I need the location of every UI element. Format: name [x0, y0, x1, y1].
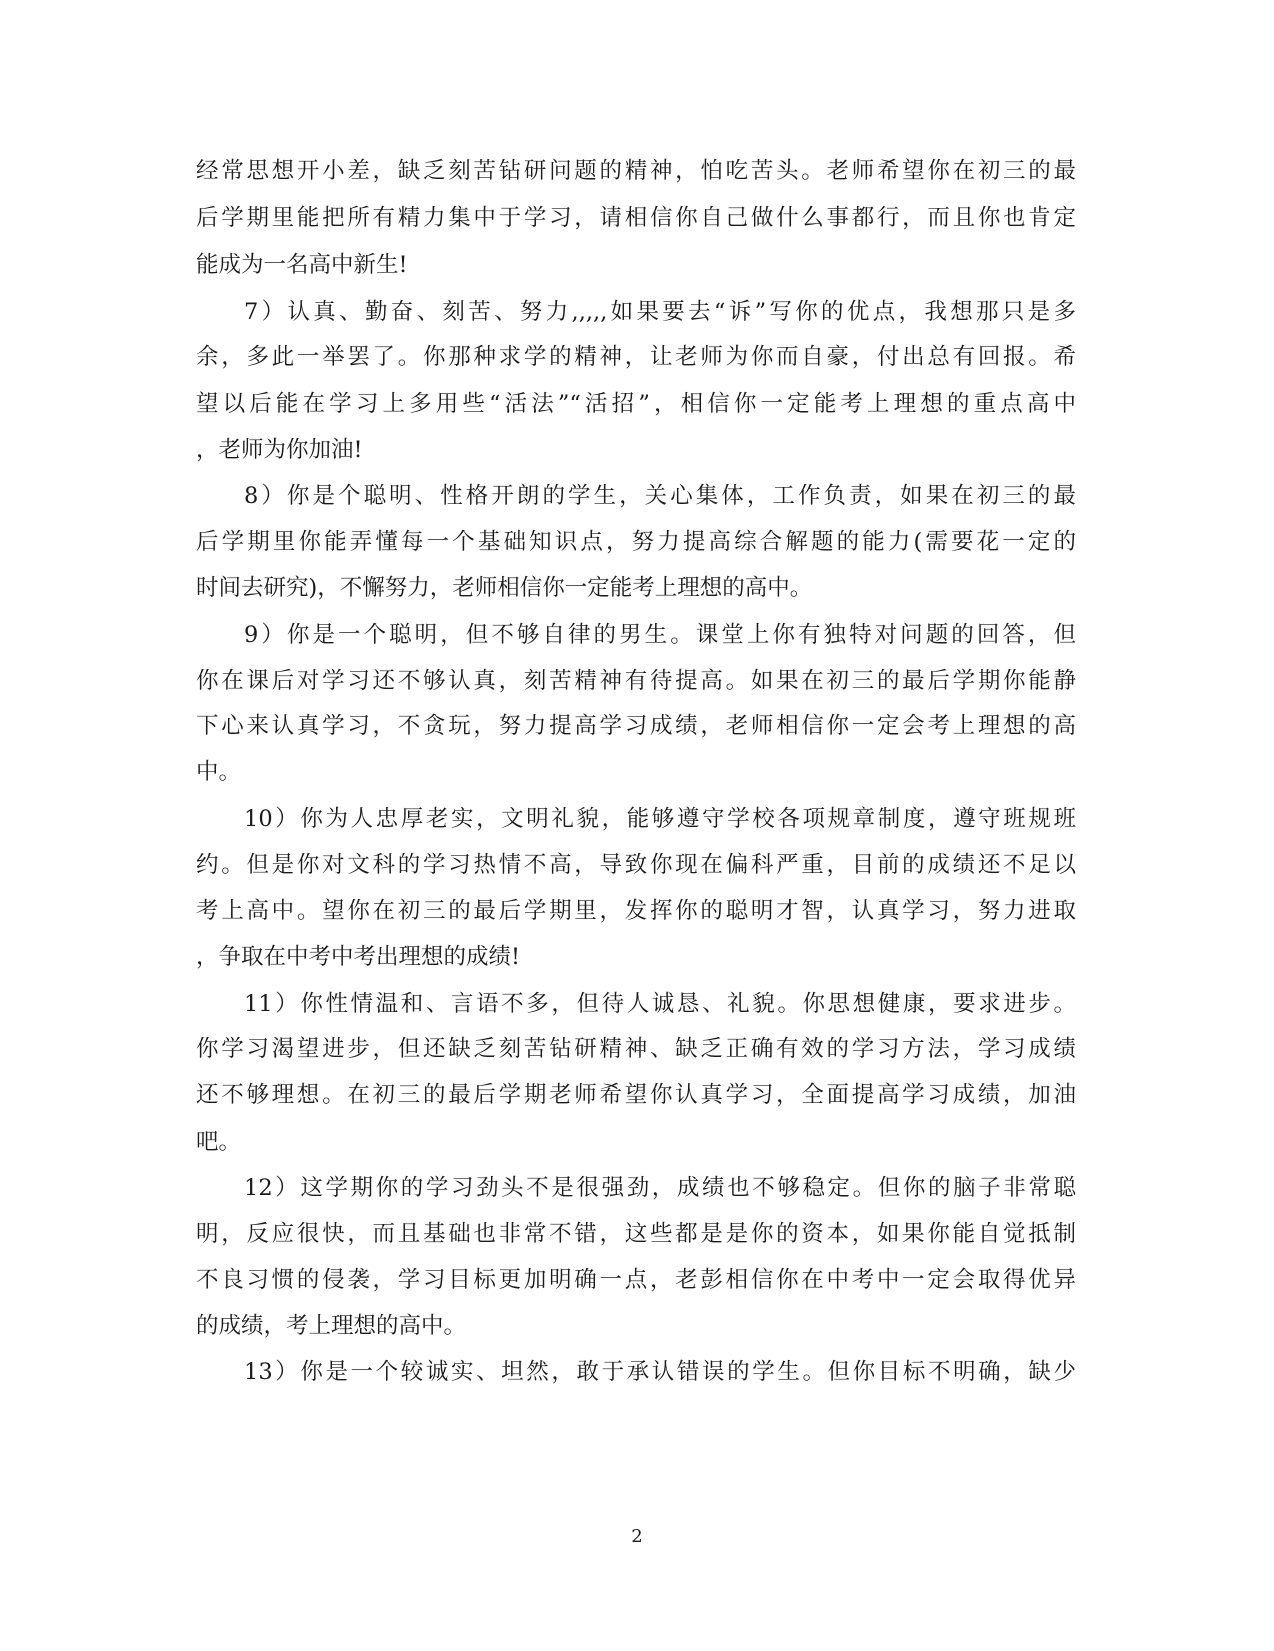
paragraph-first-line: 13）你是一个较诚实、坦然，敢于承认错误的学生。但你目标不明确，缺少	[244, 1359, 1076, 1385]
text-line: 你学习渴望进步，但还缺乏刻苦钻研精神、缺乏正确有效的学习方法，学习成绩	[196, 1036, 1076, 1062]
text-line: 明，反应很快，而且基础也非常不错，这些都是是你的资本，如果你能自觉抵制	[196, 1221, 1076, 1247]
page-number: 2	[631, 1526, 643, 1547]
text-line: 经常思想开小差，缺乏刻苦钻研问题的精神，怕吃苦头。老师希望你在初三的最	[196, 158, 1076, 184]
text-line: 考上高中。望你在初三的最后学期里，发挥你的聪明才智，认真学习，努力进取	[196, 898, 1076, 924]
text-line: 余，多此一举罢了。你那种求学的精神，让老师为你而自豪，付出总有回报。希	[196, 344, 1076, 370]
text-line: 时间去研究)，不懈努力，老师相信你一定能考上理想的高中。	[196, 575, 813, 601]
text-line: 约。但是你对文科的学习热情不高，导致你现在偏科严重，目前的成绩还不足以	[196, 852, 1076, 878]
text-line: 后学期里能把所有精力集中于学习，请相信你自己做什么事都行，而且你也肯定	[196, 205, 1076, 231]
paragraph-first-line: 12）这学期你的学习劲头不是很强劲，成绩也不够稳定。但你的脑子非常聪	[244, 1175, 1076, 1201]
text-line: 还不够理想。在初三的最后学期老师希望你认真学习，全面提高学习成绩，加油	[196, 1082, 1076, 1108]
paragraph-first-line: 8）你是个聪明、性格开朗的学生，关心集体，工作负责，如果在初三的最	[244, 483, 1076, 509]
text-line: ，老师为你加油!	[196, 437, 363, 463]
paragraph-first-line: 9）你是一个聪明，但不够自律的男生。课堂上你有独特对问题的回答，但	[244, 622, 1076, 648]
paragraph-first-line: 11）你性情温和、言语不多，但待人诚恳、礼貌。你思想健康，要求进步。	[244, 991, 1076, 1017]
text-line: 你在课后对学习还不够认真，刻苦精神有待提高。如果在初三的最后学期你能静	[196, 668, 1076, 694]
paragraph-first-line: 7）认真、勤奋、刻苦、努力,,,,,如果要去“诉”写你的优点，我想那只是多	[244, 299, 1076, 325]
text-line: 后学期里你能弄懂每一个基础知识点，努力提高综合解题的能力(需要花一定的	[196, 529, 1076, 555]
paragraph-first-line: 10）你为人忠厚老实，文明礼貌，能够遵守学校各项规章制度，遵守班规班	[244, 806, 1076, 832]
text-line: 的成绩，考上理想的高中。	[196, 1313, 467, 1339]
text-line: 望以后能在学习上多用些“活法”“活招”，相信你一定能考上理想的重点高中	[196, 391, 1076, 417]
text-line: ，争取在中考中考出理想的成绩!	[196, 944, 521, 970]
text-line: 不良习惯的侵袭，学习目标更加明确一点，老彭相信你在中考中一定会取得优异	[196, 1267, 1076, 1293]
text-line: 能成为一名高中新生!	[196, 252, 408, 278]
text-line: 下心来认真学习，不贪玩，努力提高学习成绩，老师相信你一定会考上理想的高	[196, 713, 1076, 739]
text-line: 吧。	[196, 1129, 242, 1155]
text-line: 中。	[196, 759, 242, 785]
